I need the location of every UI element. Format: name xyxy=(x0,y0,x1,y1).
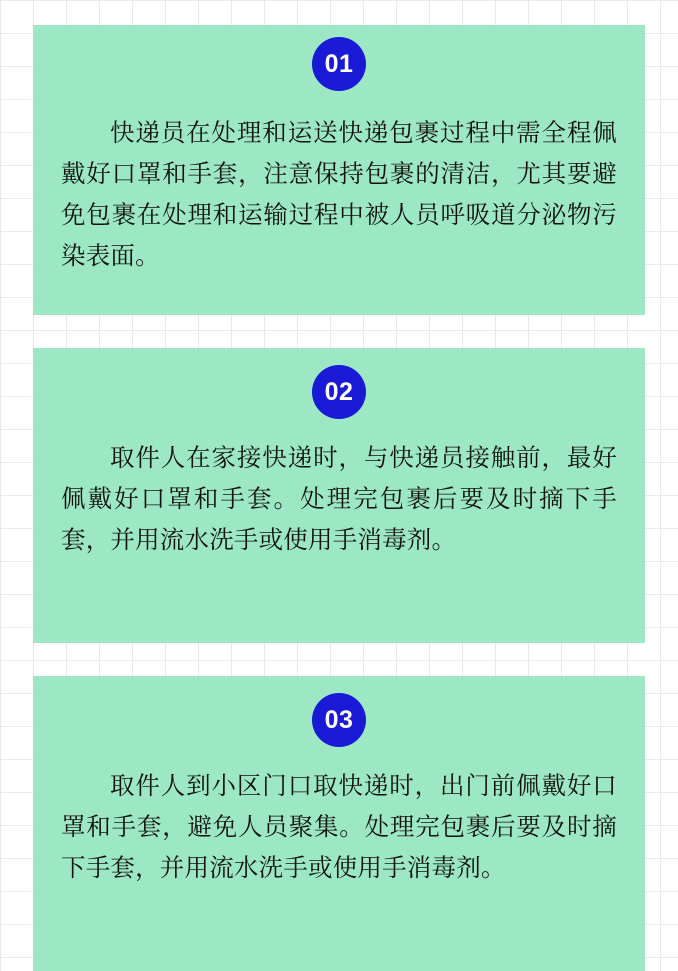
tip-card-02 xyxy=(33,348,645,643)
tip-text-03: 取件人到小区门口取快递时，出门前佩戴好口罩和手套，避免人员聚集。处理完包裹后要及时摘下手套，并用流水洗手或使用手消毒剂。 xyxy=(61,773,617,882)
tip-card-01 xyxy=(33,25,645,315)
step-number-badge-03: 03 xyxy=(312,693,366,747)
tip-card-03 xyxy=(33,676,645,971)
tip-text-01: 快递员在处理和运送快递包裹过程中需全程佩戴好口罩和手套，注意保持包裹的清洁，尤其要避免包裹在处理和运输过程中被人员呼吸道分泌物污染表面。 xyxy=(61,120,617,270)
step-number-badge-01: 01 xyxy=(312,37,366,91)
tip-text-02: 取件人在家接快递时，与快递员接触前，最好佩戴好口罩和手套。处理完包裹后要及时摘下手套，并用流水洗手或使用手消毒剂。 xyxy=(61,445,617,554)
step-number-badge-02: 02 xyxy=(312,365,366,419)
